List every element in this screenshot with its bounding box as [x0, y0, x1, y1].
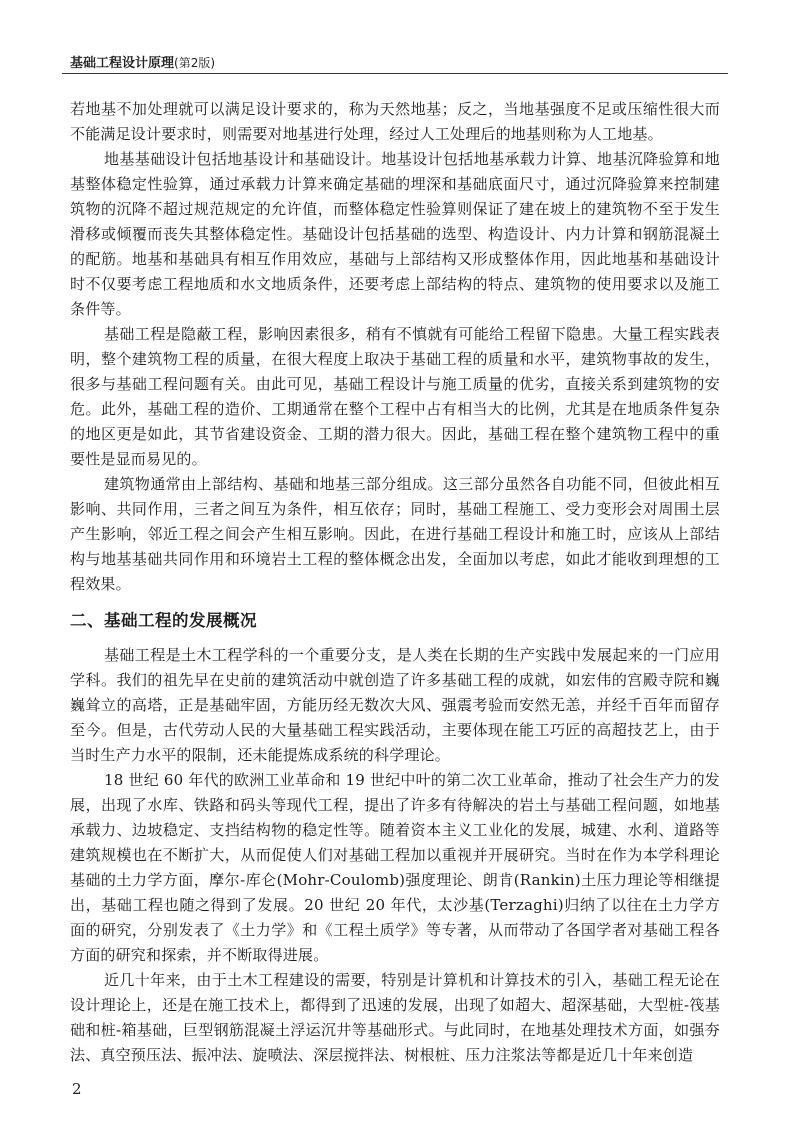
- paragraph: 地基基础设计包括地基设计和基础设计。地基设计包括地基承载力计算、地基沉降验算和地基整体稳定性验算，通过承载力计算来确定基础的埋深和基础底面尺寸，通过沉降验算来控制建筑物的沉降不超过规范规定的允许值，而整体稳定性验算则保证了建在坡上的建筑物不至于发生滑移或倾覆而丧失其整体稳定性。基础设计包括基础的选型、构造设计、内力计算和钢筋混凝土的配筋。地基和基础具有相互作用效应，基础与上部结构又形成整体作用，因此地基和基础设计时不仅要考虑工程地质和水文地质条件，还要考虑上部结构的特点、建筑物的使用要求以及施工条件等。: [70, 150, 720, 318]
- page-body: [70, 97, 720, 1068]
- running-header: [70, 52, 720, 74]
- paragraph: 建筑物通常由上部结构、基础和地基三部分组成。这三部分虽然各自功能不同，但彼此相互影响、共同作用，三者之间互为条件，相互依存；同时，基础工程施工、受力变形会对周围土层产生影响，邻近工程之间会产生相互影响。因此，在进行基础工程设计和施工时，应该从上部结构与地基基础共同作用和环境岩土工程的整体概念出发，全面加以考虑，如此才能收到理想的工程效果。: [70, 475, 720, 593]
- paragraph: 18 世纪 60 年代的欧洲工业革命和 19 世纪中叶的第二次工业革命，推动了社会生产力的发展，出现了水库、铁路和码头等现代工程，提出了许多有待解决的岩土与基础工程问题，如地基承载力、边坡稳定、支挡结构物的稳定性等。随着资本主义工业化的发展，城建、水利、道路等建筑规模也在不断扩大，从而促使人们对基础工程加以重视并开展研究。当时在作为本学科理论基础的土力学方面，摩尔-库仑(Mohr-Coulomb)强度理论、朗肯(Rankin)土压力理论等相继提出，基础工程也随之得到了发展。20 世纪 20 年代，太沙基(Terzaghi)归纳了以往在土力学方面的研究，分别发表了《土力学》和《工程土质学》等专著，从而带动了各国学者对基础工程各方面的研究和探索，并不断取得进展。: [70, 771, 720, 964]
- book-edition: (第2版): [174, 56, 216, 70]
- page-number: 2: [72, 1080, 82, 1098]
- paragraph-continued: 若地基不加处理就可以满足设计要求的，称为天然地基；反之，当地基强度不足或压缩性很大而不能满足设计要求时，则需要对地基进行处理，经过人工处理后的地基则称为人工地基。: [70, 100, 720, 143]
- section-heading: 二、基础工程的发展概况: [70, 611, 257, 630]
- paragraph: 基础工程是隐蔽工程，影响因素很多，稍有不慎就有可能给工程留下隐患。大量工程实践表明，整个建筑物工程的质量，在很大程度上取决于基础工程的质量和水平，建筑物事故的发生，很多与基础工程问题有关。由此可见，基础工程设计与施工质量的优劣，直接关系到建筑物的安危。此外，基础工程的造价、工期通常在整个工程中占有相当大的比例，尤其是在地质条件复杂的地区更是如此，其节省建设资金、工期的潜力很大。因此，基础工程在整个建筑物工程中的重要性是显而易见的。: [70, 325, 720, 468]
- header-rule: [62, 73, 728, 74]
- paragraph: 基础工程是土木工程学科的一个重要分支，是人类在长期的生产实践中发展起来的一门应用学科。我们的祖先早在史前的建筑活动中就创造了许多基础工程的成就，如宏伟的宫殿寺院和巍巍耸立的高塔，正是基础牢固，方能历经无数次大风、强震考验而安然无恙，并经千百年而留存至今。但是，古代劳动人民的大量基础工程实践活动，主要体现在能工巧匠的高超技艺上，由于当时生产力水平的限制，还未能提炼成系统的科学理论。: [70, 646, 720, 764]
- book-title: 基础工程设计原理: [70, 56, 175, 71]
- paragraph: 近几十年来，由于土木工程建设的需要，特别是计算机和计算技术的引入，基础工程无论在设计理论上，还是在施工技术上，都得到了迅速的发展，出现了如超大、超深基础，大型桩-筏基础和桩-箱基础，巨型钢筋混凝土浮运沉井等基础形式。与此同时，在地基处理技术方面，如强夯法、真空预压法、振冲法、旋喷法、深层搅拌法、树根桩、压力注浆法等都是近几十年来创造: [70, 971, 720, 1064]
